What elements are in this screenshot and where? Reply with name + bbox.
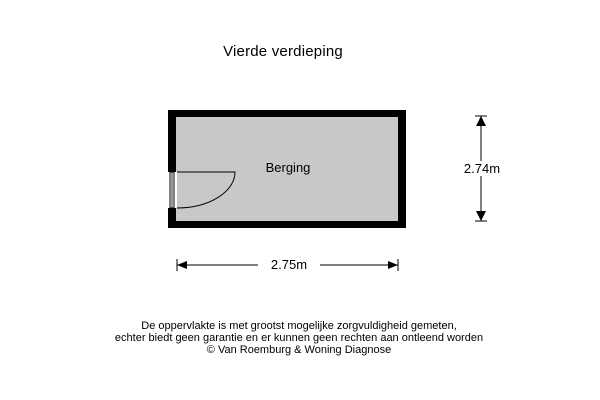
room-label: Berging [265,160,311,175]
disclaimer-line-1: De oppervlakte is met grootst mogelijke zorgvuldigheid gemeten, [141,320,457,332]
width-label: 2.75m [258,257,320,272]
depth-label: 2.74m [452,161,512,176]
width-arrow-right [388,261,398,269]
depth-arrow-bottom [476,211,486,221]
disclaimer-line-2: echter biedt geen garantie en er kunnen geen rechten aan ontleend worden [114,332,484,344]
disclaimer [0,320,598,356]
depth-arrow-top [476,116,486,126]
floor-title: Vierde verdieping [223,43,343,60]
width-arrow-left [177,261,187,269]
disclaimer-line-3: © Van Roemburg & Woning Diagnose [206,344,392,356]
